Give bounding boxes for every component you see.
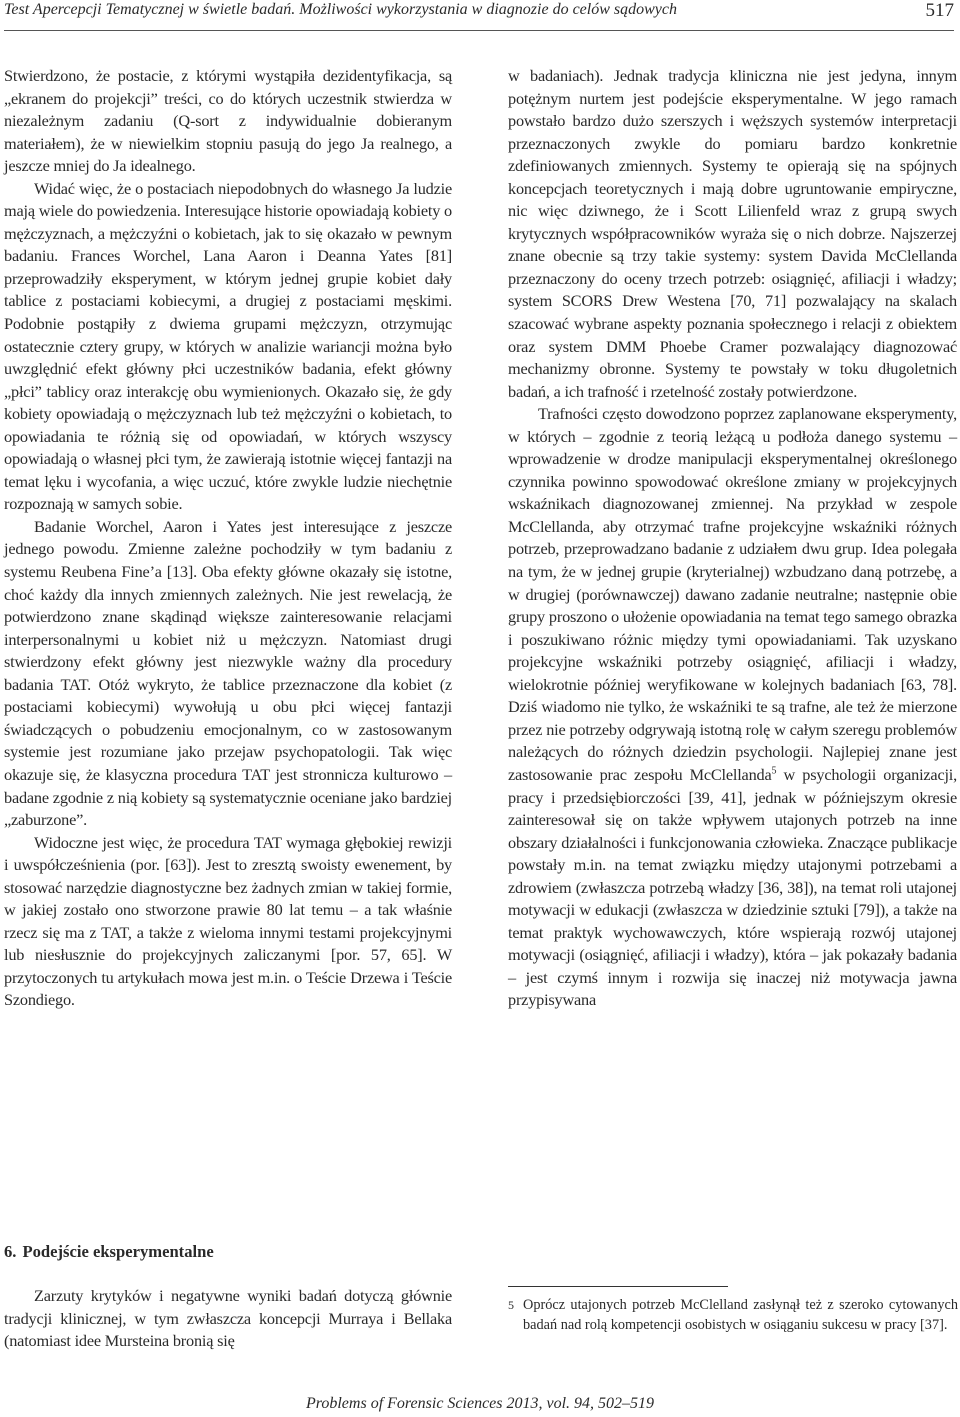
right-paragraph-1: w badaniach). Jednak tradycja kliniczna nie jest jedyna, innym potężnym nurtem jest podejście eksperymentalne. W jego ramach powstało bardzo dużo szerszych i węższych systemów interpretacji przeznaczonych zwykle do pomiaru bardzo konkretnie zdefiniowanych zmiennych. Systemy te opierają się na spójnych koncepcjach teoretycznych i mają dobre ugruntowanie empiryczne, nic więc dziwnego, że i Scott Lilienfeld wraz z grupą swych krytycznych współpracowników wyraża się o nich dobrze. Najszerzej znane obecnie są trzy takie systemy: system Davida McClellanda przeznaczony do oceny trzech potrzeb: osiągnięć, afiliacji i władzy; system SCORS Drew Westena [70, 71] pozwalający na skalach szacować wybrane aspekty poznania społecznego i relacji z obiektem oraz system DMM Phoebe Cramer pozwalający diagnozować mechanizmy obronne. Systemy te powstały w toku długoletnich badań, a ich trafność i rzetelność zostały potwierdzone.: [508, 66, 957, 401]
running-header-title: Test Apercepcji Tematycznej w świetle badań. Możliwości wykorzystania w diagnozie do celów sądowych: [4, 1, 677, 18]
right-paragraph-2-part-b: w psychologii organizacji, pracy i przedsiębiorczości [39, 41], jednak w późniejszym okresie zainteresował się on także wpływem utajonych potrzeb na inne obszary działalności i funkcjonowania człowieka. Znaczące publikacje powstały m.in. na temat związku między utajonymi potrzebami a zdrowiem (zwłaszcza potrzebą władzy [36, 38]), na temat roli utajonej motywacji w edukacji (zwłaszcza w dziedzinie sztuki [79]), a także na temat praktyk wychowawczych, które wspierają rozwój utajonej motywacji (osiągnięć, afiliacji i władzy), która – jak pokazały badania – jest czymś innym i rozwija się inaczej niż motywacja jawna przypisywana: [508, 764, 957, 1010]
footnote-reference: 5: [771, 765, 777, 777]
right-paragraph-2-part-a: Trafności często dowodzono poprzez zaplanowane eksperymenty, w których – zgodnie z teorią leżącą u podłoża danego systemu – wprowadzenie w drodze manipulacji eksperymentalnej określonego czynnika powinno spowodować określone zmiany w projekcyjnych wskaźnikach diagnozowanej zmiennej. Na przykład w zespole McClellanda, aby otrzymać trafne projekcyjne wskaźniki różnych potrzeb, przeprowadzano badanie z udziałem dwu grup. Idea polegała na tym, że w jednej grupie (kryterialnej) wzbudzano daną potrzebę, a w drugiej (porównawczej) dawano zadanie neutralne; następnie obie grupy proszono o ułożenie opowiadania na temat tego samego obrazka i poszukiwano różnic między tymi opowiadaniami. Tak uzyskano projekcyjne wskaźniki potrzeby osiągnięć, afiliacji i władzy, wielokrotnie później weryfikowane w kolejnych badaniach [63, 78]. Dziś wiadomo nie tylko, że wskaźniki te są trafne, ale też że mierzone przez nie potrzeby odgrywają istotną rolę w całym szeregu problemów należących do różnych dziedzin psychologii. Najlepiej znane jest zastosowanie prac zespołu McClellanda: [508, 404, 957, 784]
left-paragraph-4: Widoczne jest więc, że procedura TAT wymaga głębokiej rewizji i uwspółcześnienia (por. [63]). Jest to zresztą swoisty ewenement, by stosować narzędzie diagnostyczne bez żadnych zmian w takiej formie, w jakiej zostało ono stworzone prawie 80 lat temu – a tak właśnie rzecz się ma z TAT, a także z wieloma innymi testami projekcyjnymi lub niesłusznie do projekcyjnych zaliczanymi [por. 57, 65]. W przytoczonych tu artykułach mowa jest m.in. o Teście Drzewa i Teście Szondiego.: [4, 832, 452, 1010]
footnote: [508, 1296, 958, 1335]
left-paragraph-1: Stwierdzono, że postacie, z którymi wystąpiła dezidentyfikacja, są „ekranem do projekcji” treści, co do których uczestnik stwierdza w niezależnym zadaniu (Q-sort z indywidualnie dobieranym materiałem), że w niewielkim stopniu pasują do jego Ja realnego, a jeszcze mniej do Ja idealnego.: [4, 66, 452, 176]
section-first-paragraph: Zarzuty krytyków i negatywne wyniki badań dotyczą głównie tradycji klinicznej, w tym zwłaszcza koncepcji Murraya i Bellaka (natomiast idee Mursteina bronią się: [4, 1286, 452, 1351]
right-column: [508, 65, 957, 1012]
left-paragraph-2: Widać więc, że o postaciach niepodobnych do własnego Ja ludzie mają wiele do powiedzenia. Interesujące historie opowiadają kobiety o mężczyznach, a mężczyźni o kobietach, jak to się okazało w pewnym badaniu. Frances Worchel, Lana Aaron i Deanna Yates [81] przeprowadziły eksperyment, w którym jednej grupie kobiet dały tablice z postaciami kobiecymi, a drugiej z postaciami męskimi. Podobnie postąpiły z dwiema grupami mężczyzn, otrzymując ostatecznie cztery grupy, w których w analizie wariancji można było uwzględnić efekt główny płci uczestników badania, efekt główny „płci” tablicy oraz interakcję obu wymienionych. Okazało się, że gdy kobiety opowiadają o mężczyznach lub też mężczyźni o kobietach, to opowiadania te różnią się od opowiadań, w których wszyscy opowiadają o własnej płci tym, że zawierają istotnie więcej fantazji na temat lęku i wycofania, a więc uczuć, które zwykle ludzie niechętnie rozpoznają w samych sobie.: [4, 178, 452, 514]
page-number: 517: [925, 0, 954, 21]
left-paragraph-3: Badanie Worchel, Aaron i Yates jest interesujące z jeszcze jednego powodu. Zmienne zależne pochodziły w tym badaniu z systemu Reubena Fine’a [13]. Oba efekty główne okazały się istotne, choć każdy dla innych zmiennych zależnych. Nie jest rewelacją, że potwierdzono znane skądinąd większe zainteresowanie relacjami interpersonalnymi u kobiet niż u mężczyzn. Natomiast drugi stwierdzony efekt główny jest niezwykle ważny dla procedury badania TAT. Otóż wykryto, że tablice przeznaczone dla kobiet (z postaciami kobiecymi) wywołują u obu płci więcej fantazji świadczących o pobudzeniu emocjonalnym, co w zastosowanym systemie jest rozumiane jako przejaw psychopatologii. Tak więc okazuje się, że klasyczna procedura TAT jest stronnicza kulturowo – badane zgodnie z nią kobiety są systematycznie oceniane jako bardziej „zaburzone”.: [4, 516, 452, 830]
section-title: Podejście eksperymentalne: [22, 1242, 214, 1261]
right-paragraph-2: [508, 403, 957, 1012]
footnote-mark: 5: [508, 1298, 514, 1312]
running-footer: Problems of Forensic Sciences 2013, vol. 94, 502–519: [305, 1395, 655, 1412]
section-heading: [4, 1242, 214, 1262]
section-body: [4, 1285, 452, 1353]
footnote-divider: [508, 1286, 728, 1287]
section-number: 6.: [4, 1242, 17, 1261]
footnote-text: Oprócz utajonych potrzeb McClelland zasłynął też z szeroko cytowanych badań nad rolą kompetencji osobistych w osiąganiu sukcesu w pracy [37].: [523, 1297, 958, 1333]
left-column: [4, 65, 452, 1012]
running-header: [4, 0, 954, 31]
